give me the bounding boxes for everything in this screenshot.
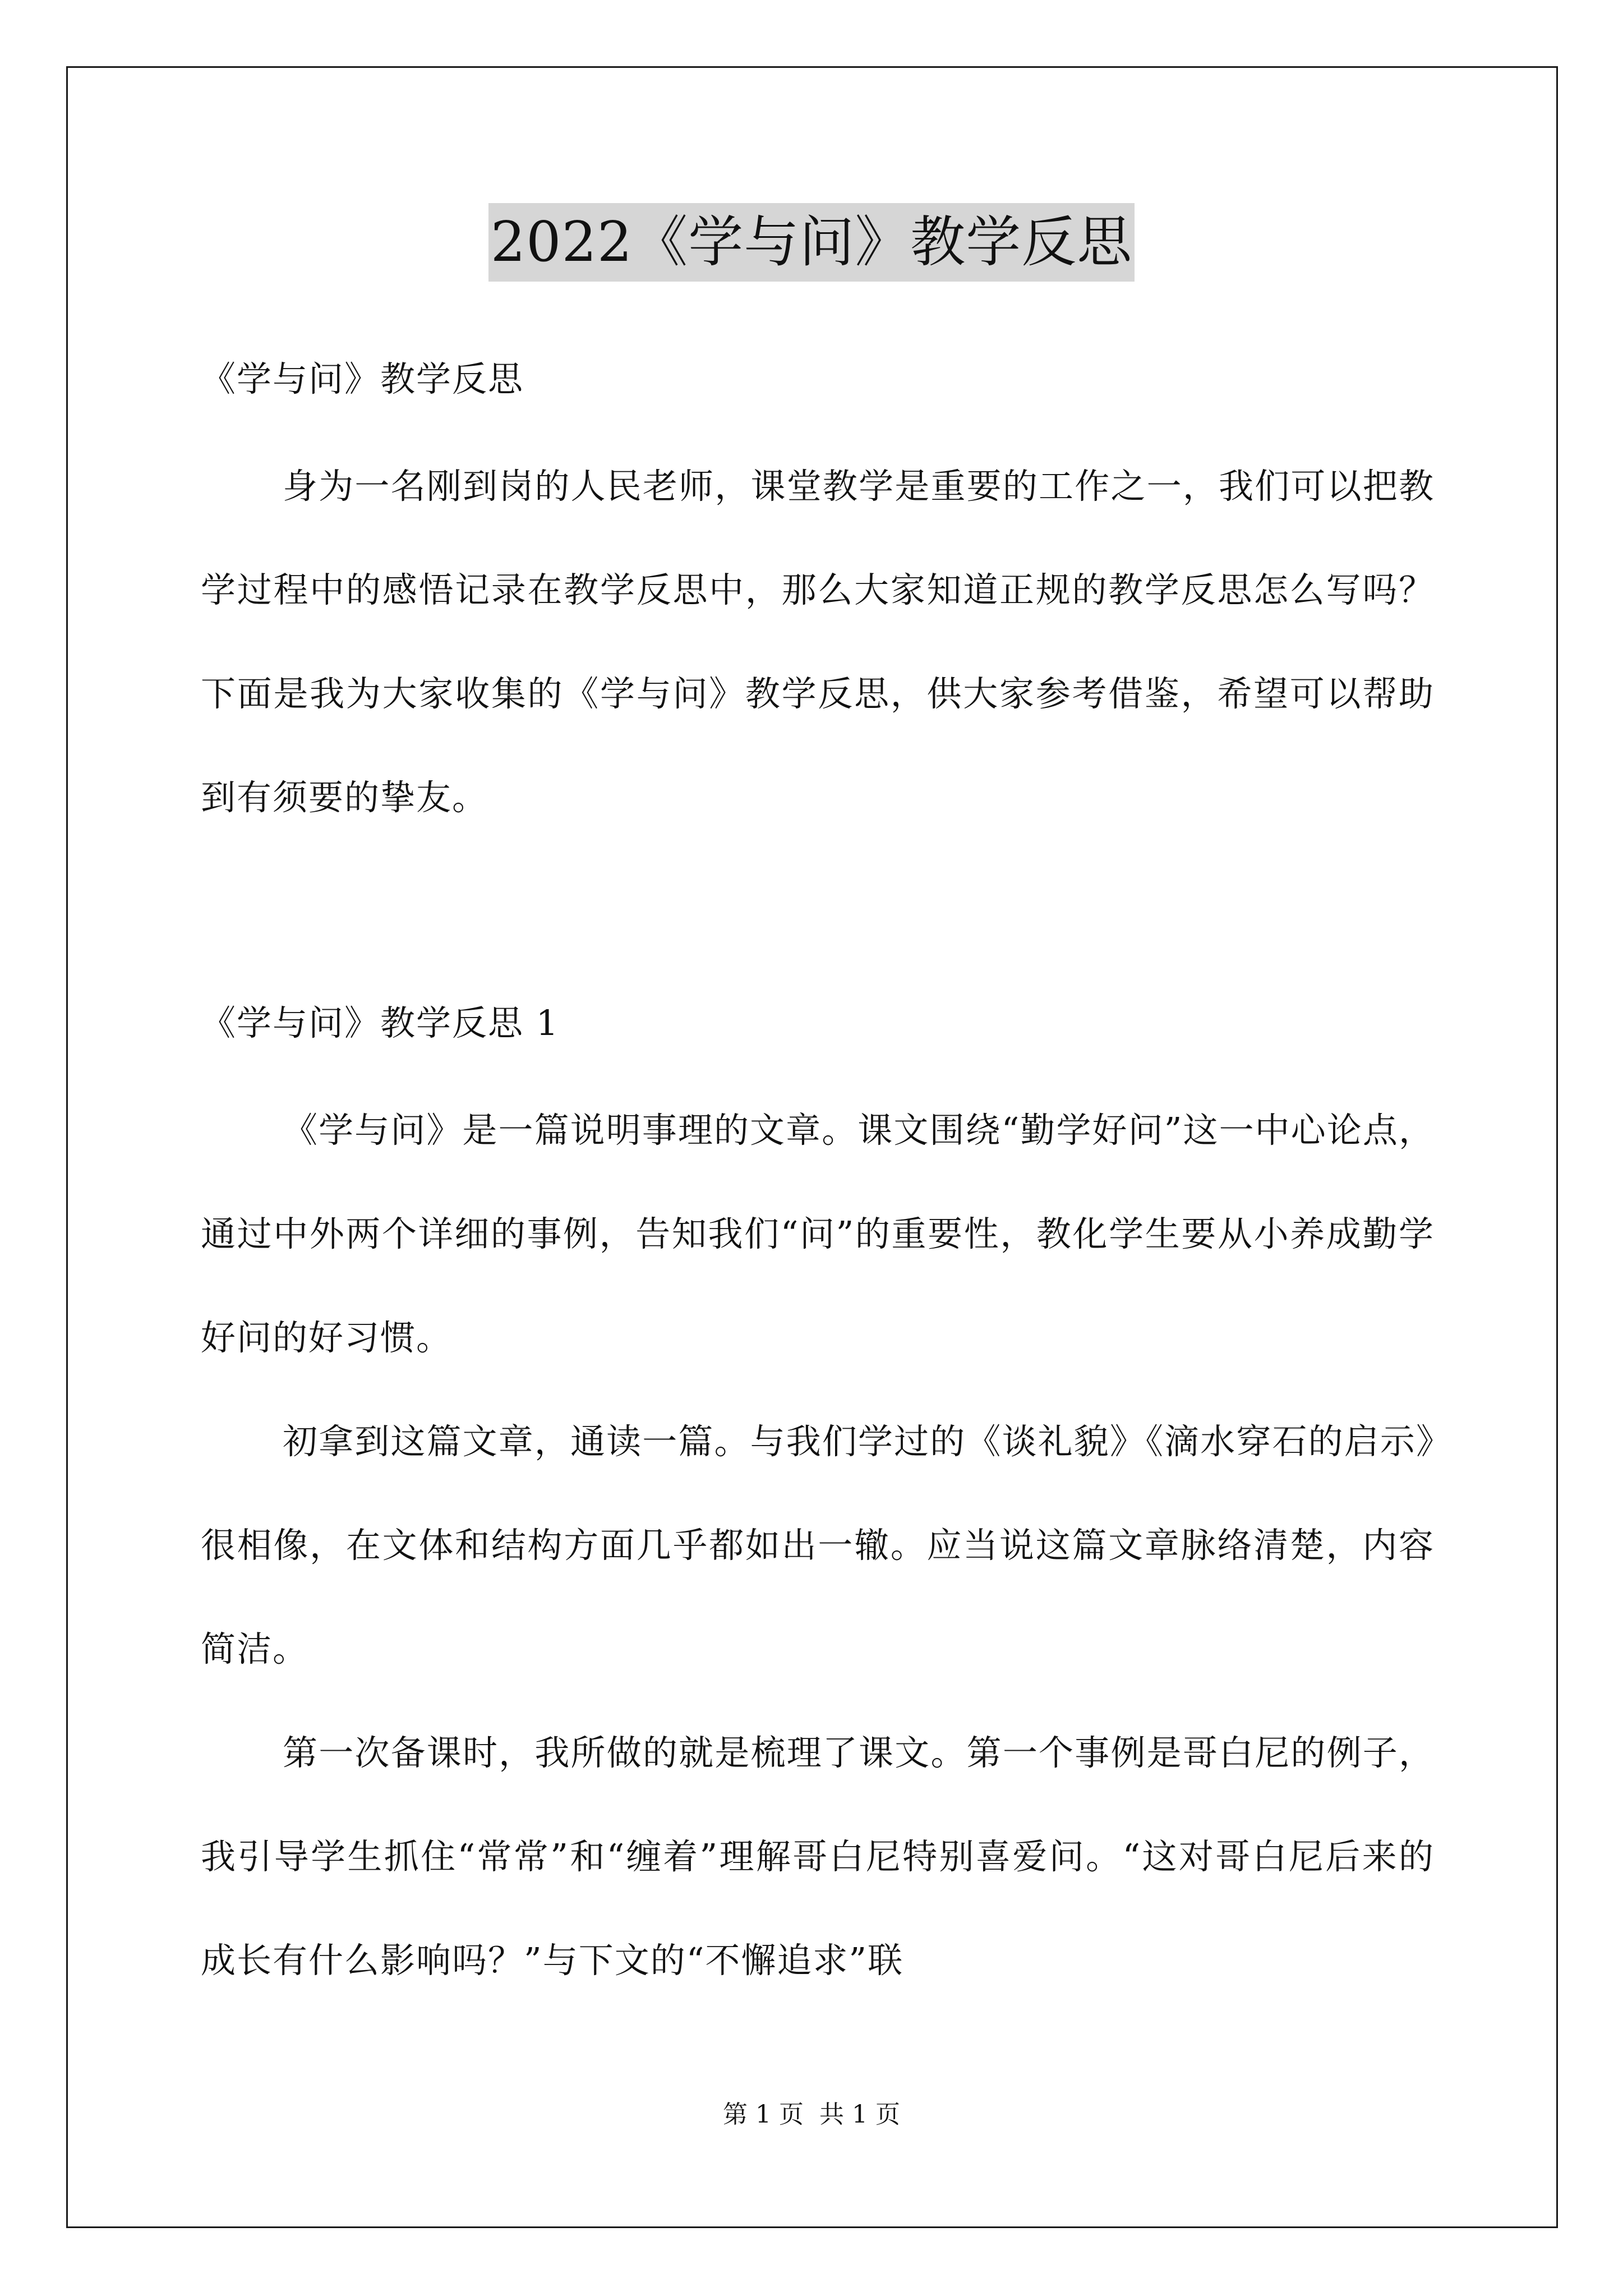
body-paragraph-3: 第一次备课时，我所做的就是梳理了课文。第一个事例是哥白尼的例子，我引导学生抓住“常常”和“缠着”理解哥白尼特别喜爱问。“这对哥白尼后来的成长有什么影响吗？”与下文的“不懈追求”联 [201, 1732, 1435, 1981]
page-number-total: 共 1 页 [819, 2100, 900, 2129]
section-heading-1: 《学与问》教学反思 1 [201, 1002, 560, 1043]
body-paragraph-1: 《学与问》是一篇说明事理的文章。课文围绕“勤学好问”这一中心论点，通过中外两个详细的事例，告知我们“问”的重要性，教化学生要从小养成勤学好问的好习惯。 [201, 1110, 1435, 1358]
document-title: 2022《学与问》教学反思 [488, 203, 1135, 282]
page-number-current: 第 1 页 [723, 2100, 804, 2129]
section-heading-main: 《学与问》教学反思 [201, 358, 524, 399]
intro-paragraph: 身为一名刚到岗的人民老师，课堂教学是重要的工作之一，我们可以把教学过程中的感悟记录在教学反思中，那么大家知道正规的教学反思怎么写吗？下面是我为大家收集的《学与问》教学反思，供大家参考借鉴，希望可以帮助到有须要的挚友。 [201, 466, 1435, 818]
intro-block [201, 434, 1435, 849]
title-container [0, 203, 1623, 282]
page-footer [0, 2098, 1623, 2132]
body-paragraph-2: 初拿到这篇文章，通读一篇。与我们学过的《谈礼貌》《滴水穿石的启示》很相像，在文体和结构方面几乎都如出一辙。应当说这篇文章脉络清楚，内容简洁。 [201, 1421, 1435, 1669]
body-block [201, 1078, 1435, 2012]
